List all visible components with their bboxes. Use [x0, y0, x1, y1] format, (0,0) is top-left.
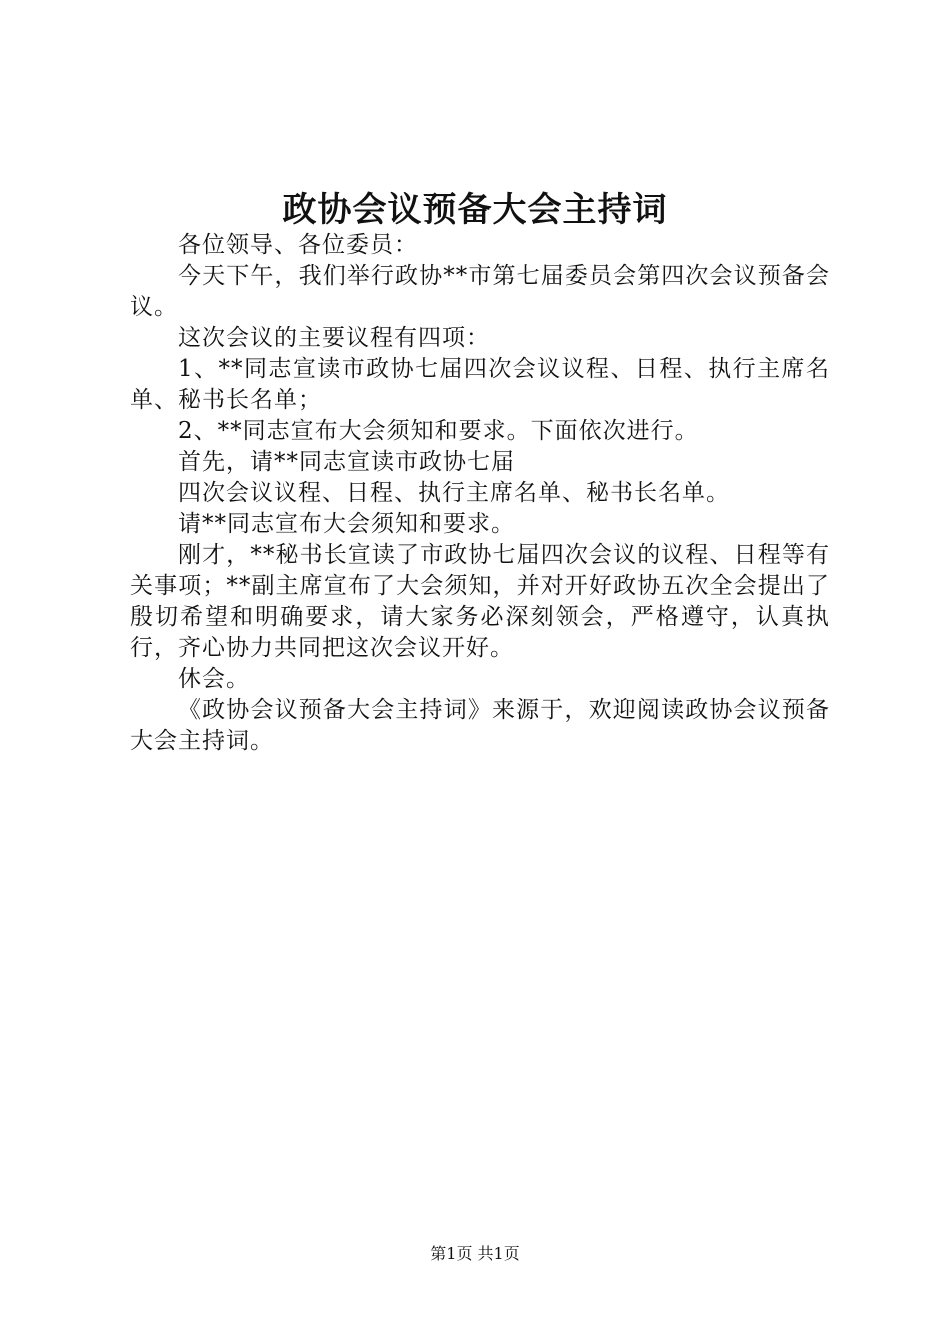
paragraph-source-note: 《政协会议预备大会主持词》来源于，欢迎阅读政协会议预备大会主持词。 — [130, 697, 830, 754]
paragraph-summary: 刚才，**秘书长宣读了市政协七届四次会议的议程、日程等有关事项；**副主席宣布了大会须知，并对开好政协五次全会提出了殷切希望和明确要求，请大家务必深刻领会，严格遵守，认真执行，齐心协力共同把这次会议开好。 — [130, 542, 830, 661]
paragraph-first-step: 首先，请**同志宣读市政协七届 — [178, 449, 515, 475]
paragraph-greeting: 各位领导、各位委员： — [178, 232, 418, 258]
paragraph-agenda-intro: 这次会议的主要议程有四项： — [178, 325, 490, 351]
paragraph-second-step: 请**同志宣布大会须知和要求。 — [178, 511, 515, 537]
paragraph-opening: 今天下午，我们举行政协**市第七届委员会第四次会议预备会议。 — [130, 263, 830, 320]
paragraph-agenda-item-2: 2、**同志宣布大会须知和要求。下面依次进行。 — [178, 418, 699, 444]
paragraph-first-step-cont: 四次会议议程、日程、执行主席名单、秘书长名单。 — [178, 480, 730, 506]
document-body — [130, 230, 830, 757]
page-number-footer: 第1页 共1页 — [430, 1244, 520, 1263]
paragraph-agenda-item-1: 1、**同志宣读市政协七届四次会议议程、日程、执行主席名单、秘书长名单； — [130, 356, 830, 413]
document-title: 政协会议预备大会主持词 — [282, 190, 668, 230]
paragraph-adjourn: 休会。 — [178, 666, 250, 692]
